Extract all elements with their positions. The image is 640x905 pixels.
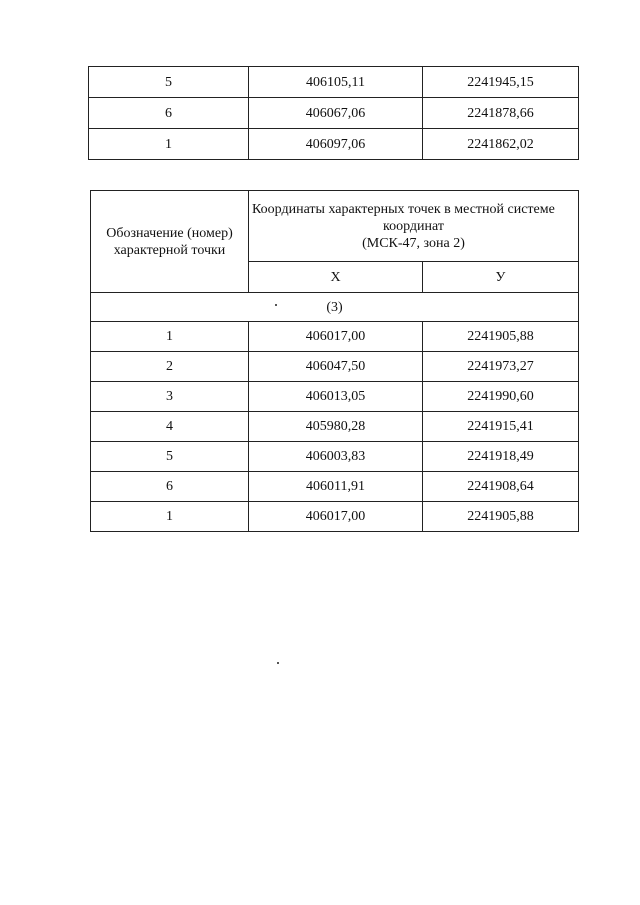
x-coordinate: 406017,00 (249, 502, 423, 532)
x-coordinate: 406047,50 (249, 352, 423, 382)
point-number: 5 (91, 442, 249, 472)
table-row (89, 98, 579, 129)
main-coordinates-table (90, 190, 579, 532)
y-coordinate: 2241862,02 (423, 129, 579, 160)
table-row (89, 129, 579, 160)
y-coordinate: 2241973,27 (423, 352, 579, 382)
x-coordinate: 406067,06 (249, 98, 423, 129)
point-number: 1 (91, 502, 249, 532)
x-coordinate: 406097,06 (249, 129, 423, 160)
point-number: 6 (89, 98, 249, 129)
coordinates-header-line2: координат (383, 218, 444, 234)
point-number: 6 (91, 472, 249, 502)
x-coordinate: 406105,11 (249, 67, 423, 98)
top-coordinates-table (88, 66, 579, 160)
group-row (91, 293, 579, 322)
scan-speck (275, 304, 277, 306)
x-coordinate: 406003,83 (249, 442, 423, 472)
point-designation-header (91, 191, 249, 293)
table-row (91, 442, 579, 472)
y-coordinate: 2241945,15 (423, 67, 579, 98)
point-designation-header-text: Обозначение (номер) характерной точки (106, 225, 233, 258)
point-number: 2 (91, 352, 249, 382)
table-row (91, 352, 579, 382)
header-row (91, 191, 579, 262)
point-number: 5 (89, 67, 249, 98)
table-row (89, 67, 579, 98)
table-row (91, 322, 579, 352)
y-axis-header: У (423, 262, 579, 293)
y-coordinate: 2241915,41 (423, 412, 579, 442)
table-row (91, 502, 579, 532)
coordinates-header-line1: Координаты характерных точек в местной системе (252, 201, 555, 217)
y-coordinate: 2241990,60 (423, 382, 579, 412)
point-number: 4 (91, 412, 249, 442)
group-label: (3) (91, 293, 579, 322)
coordinates-header (249, 191, 579, 262)
point-number: 3 (91, 382, 249, 412)
table-row (91, 472, 579, 502)
table-row (91, 382, 579, 412)
x-coordinate: 406011,91 (249, 472, 423, 502)
scan-speck (277, 662, 279, 664)
coordinates-header-line3: (МСК-47, зона 2) (362, 235, 465, 251)
y-coordinate: 2241908,64 (423, 472, 579, 502)
x-coordinate: 406013,05 (249, 382, 423, 412)
y-coordinate: 2241905,88 (423, 322, 579, 352)
point-number: 1 (89, 129, 249, 160)
point-number: 1 (91, 322, 249, 352)
y-coordinate: 2241918,49 (423, 442, 579, 472)
x-axis-header: X (249, 262, 423, 293)
table-row (91, 412, 579, 442)
x-coordinate: 405980,28 (249, 412, 423, 442)
y-coordinate: 2241878,66 (423, 98, 579, 129)
y-coordinate: 2241905,88 (423, 502, 579, 532)
x-coordinate: 406017,00 (249, 322, 423, 352)
